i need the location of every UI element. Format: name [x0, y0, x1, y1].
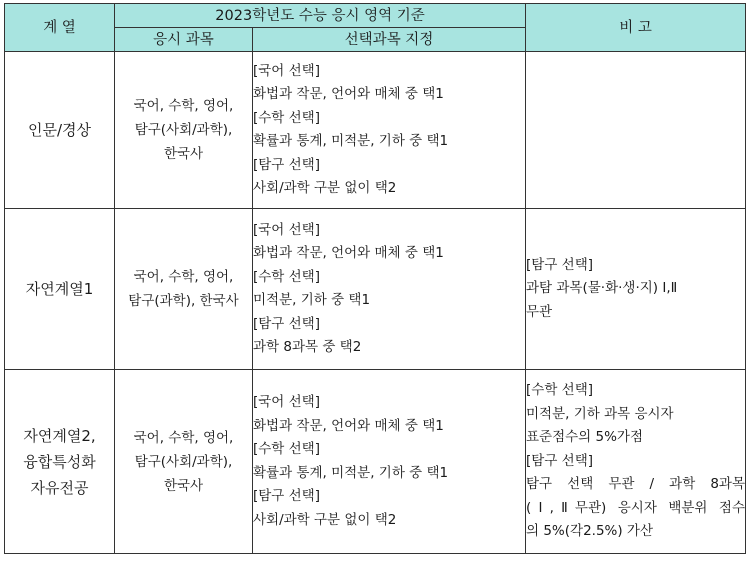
- designated-line: [국어 선택]: [253, 394, 320, 410]
- remarks-cell: [526, 370, 746, 554]
- remarks-line: [탐구 선택]: [526, 256, 594, 273]
- subjects-line: 국어, 수학, 영어,: [133, 429, 234, 446]
- subjects-line: 국어, 수학, 영어,: [133, 98, 234, 114]
- subjects-line: 한국사: [163, 146, 204, 162]
- designated-line: 사회/과학 구분 없이 택2: [253, 511, 397, 528]
- designated-cell: [253, 209, 526, 370]
- header-subjects: 응시 과목: [115, 28, 253, 52]
- remarks-line: 과탐 과목(물·화·생·지) Ⅰ,Ⅱ: [526, 280, 678, 297]
- subjects-cell: [115, 209, 253, 370]
- designated-line: 사회/과학 구분 없이 택2: [253, 180, 397, 196]
- designated-line: [수학 선택]: [253, 441, 320, 457]
- header-group-title: 2023학년도 수능 응시 영역 기준: [115, 4, 526, 28]
- category-cell: [5, 209, 115, 370]
- remarks-cell: [526, 209, 746, 370]
- header-category: 계 열: [5, 4, 115, 52]
- designated-line: [국어 선택]: [253, 221, 320, 238]
- designated-line: [탐구 선택]: [253, 488, 320, 504]
- designated-line: [탐구 선택]: [253, 315, 320, 332]
- header-remarks: 비 고: [526, 4, 746, 52]
- category-line: 자연계열1: [25, 280, 94, 298]
- table-row: [5, 370, 746, 554]
- subjects-line: 국어, 수학, 영어,: [133, 269, 234, 285]
- subjects-line: 탐구(사회/과학),: [134, 453, 233, 470]
- table-row: [5, 209, 746, 370]
- designated-line: 화법과 작문, 언어와 매체 중 택1: [253, 86, 444, 102]
- designated-line: 과학 8과목 중 택2: [253, 339, 362, 355]
- designated-cell: [253, 370, 526, 554]
- subjects-line: 탐구(과학), 한국사: [128, 293, 239, 309]
- remarks-line: 의 5%(각2.5%) 가산: [526, 523, 654, 540]
- designated-line: [수학 선택]: [253, 109, 320, 126]
- remarks-line: 표준점수의 5%가점: [526, 429, 644, 446]
- remarks-line: 미적분, 기하 과목 응시자: [526, 405, 674, 422]
- designated-line: 화법과 작문, 언어와 매체 중 택1: [253, 417, 444, 434]
- subjects-cell: [115, 52, 253, 209]
- remarks-line: [탐구 선택]: [526, 452, 594, 469]
- designated-line: 화법과 작문, 언어와 매체 중 택1: [253, 245, 444, 261]
- admission-criteria-table: [4, 3, 746, 554]
- category-cell: [5, 370, 115, 554]
- designated-line: 확률과 통계, 미적분, 기하 중 택1: [253, 133, 449, 149]
- designated-line: 미적분, 기하 중 택1: [253, 292, 371, 308]
- category-line: 자연계열2,: [23, 426, 96, 445]
- header-designated: 선택과목 지정: [253, 28, 526, 52]
- category-line: 자유전공: [30, 478, 89, 497]
- category-cell: [5, 52, 115, 209]
- designated-line: [국어 선택]: [253, 62, 320, 79]
- remarks-cell: [526, 52, 746, 209]
- designated-line: [탐구 선택]: [253, 156, 320, 173]
- designated-line: 확률과 통계, 미적분, 기하 중 택1: [253, 464, 449, 481]
- subjects-line: 탐구(사회/과학),: [134, 122, 233, 138]
- subjects-line: 한국사: [163, 477, 204, 494]
- designated-line: [수학 선택]: [253, 268, 320, 285]
- designated-cell: [253, 52, 526, 209]
- table-row: [5, 52, 746, 209]
- category-line: 인문/경상: [27, 121, 91, 139]
- remarks-line: 탐구 선택 무관 / 과학 8과목: [526, 476, 746, 493]
- category-line: 융합특성화: [23, 452, 96, 471]
- subjects-cell: [115, 370, 253, 554]
- remarks-line: 무관: [526, 303, 553, 320]
- remarks-line: (Ⅰ,Ⅱ무관) 응시자 백분위 점수: [526, 499, 746, 516]
- remarks-line: [수학 선택]: [526, 382, 594, 399]
